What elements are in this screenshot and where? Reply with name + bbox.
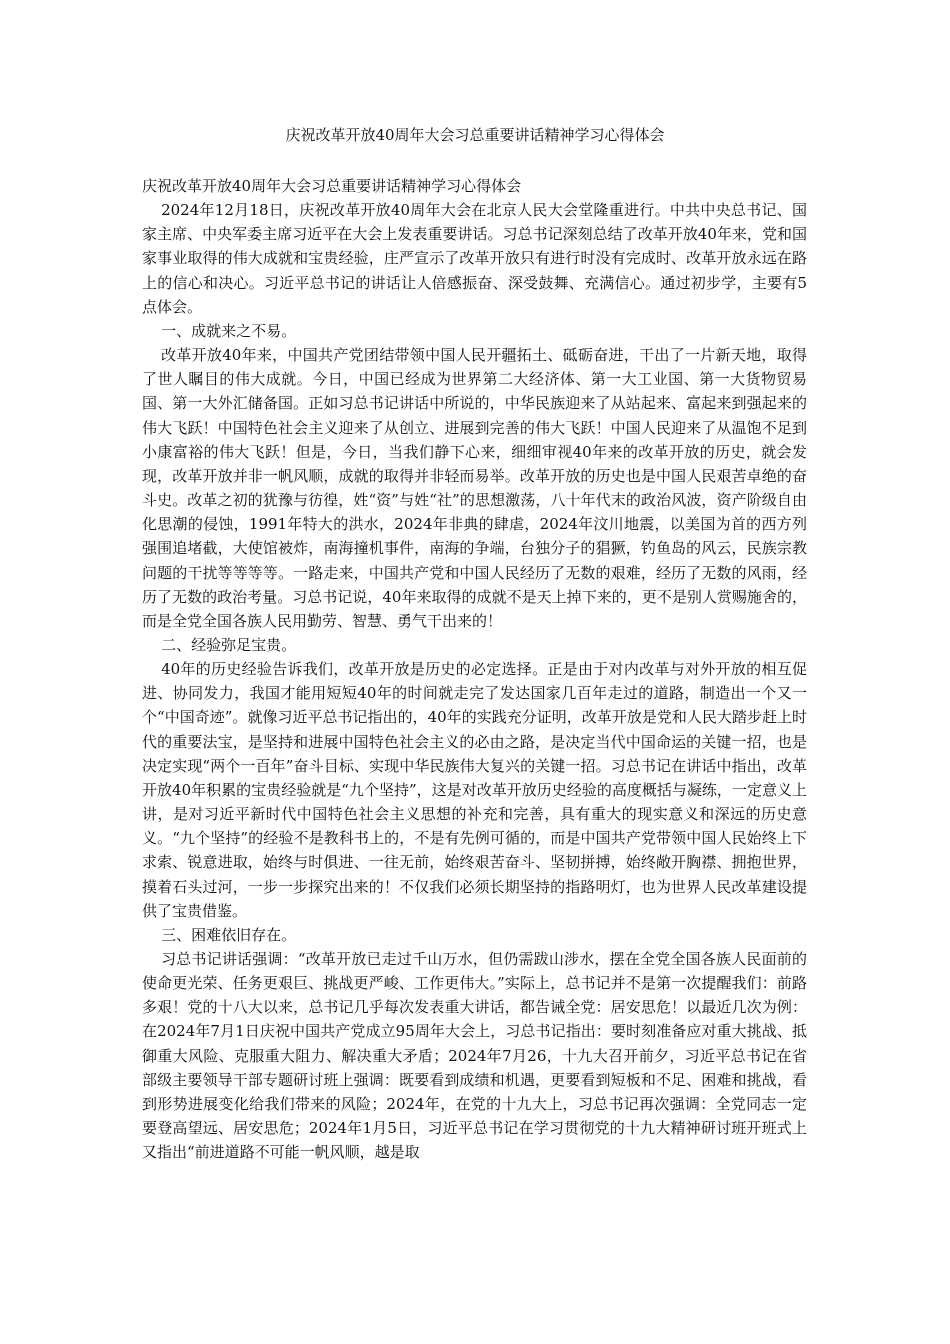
- section-heading-2: 二、经验弥足宝贵。: [161, 635, 297, 654]
- paragraph-experience: 40年的历史经验告诉我们，改革开放是历史的必定选择。正是由于对内改革与对外开放的相互促进、协同发力，我国才能用短短40年的时间就走完了发达国家几百年走过的道路，制造出一个又一个“中国奇迹”。就像习近平总书记指出的，40年的实践充分证明，改革开放是党和人民大踏步赶上时代的重要法宝，是坚持和进展中国特色社会主义的必由之路，是决定当代中国命运的关键一招，也是决定实现“两个一百年”奋斗目标、实现中华民族伟大复兴的关键一招。习总书记在讲话中指出，改革开放40年积累的宝贵经验就是“九个坚持”，这是对改革开放历史经验的高度概括与凝练，一定意义上讲，是对习近平新时代中国特色社会主义思想的补充和完善，具有重大的现实意义和深远的历史意义。“九个坚持”的经验不是教科书上的，不是有先例可循的，而是中国共产党带领中国人民始终上下求索、锐意进取，始终与时俱进、一往无前，始终艰苦奋斗、坚韧拼搏，始终敞开胸襟、拥抱世界，摸着石头过河，一步一步探究出来的！不仅我们必须长期坚持的指路明灯，也为世界人民改革建设提供了宝贵借鉴。: [142, 660, 807, 920]
- section-heading-3: 三、困难依旧存在。: [161, 925, 297, 944]
- document-title: 庆祝改革开放40周年大会习总重要讲话精神学习心得体会: [285, 126, 665, 144]
- body-heading: 庆祝改革开放40周年大会习总重要讲话精神学习心得体会: [142, 177, 522, 195]
- document-body: [142, 174, 807, 1164]
- paragraph-intro: 2024年12月18日，庆祝改革开放40周年大会在北京人民大会堂隆重进行。中共中央总书记、国家主席、中央军委主席习近平在大会上发表重要讲话。习总书记深刻总结了改革开放40年来，党和国家事业取得的伟大成就和宝贵经验，庄严宣示了改革开放只有进行时没有完成时、改革开放永远在路上的信心和决心。习近平总书记的讲话让人倍感振奋、深受鼓舞、充满信心。通过初步学，主要有5点体会。: [142, 201, 807, 316]
- paragraph-difficulties: 习总书记讲话强调：“改革开放已走过千山万水，但仍需跋山涉水，摆在全党全国各族人民面前的使命更光荣、任务更艰巨、挑战更严峻、工作更伟大。”实际上，总书记并不是第一次提醒我们：前路多艰！党的十八大以来，总书记几乎每次发表重大讲话，都告诫全党：居安思危！以最近几次为例：在2024年7月1日庆祝中国共产党成立95周年大会上，习总书记指出：要时刻准备应对重大挑战、抵御重大风险、克服重大阻力、解决重大矛盾；2024年7月26，十九大召开前夕，习近平总书记在省部级主要领导干部专题研讨班上强调：既要看到成绩和机遇，更要看到短板和不足、困难和挑战，看到形势进展变化给我们带来的风险；2024年，在党的十九大上，习总书记再次强调：全党同志一定要登高望远、居安思危；2024年1月5日，习近平总书记在学习贯彻党的十九大精神研讨班开班式上又指出“前进道路不可能一帆风顺，越是取: [142, 950, 807, 1162]
- section-heading-1: 一、成就来之不易。: [161, 321, 297, 340]
- paragraph-achievements: 改革开放40年来，中国共产党团结带领中国人民开疆拓土、砥砺奋进，干出了一片新天地，取得了世人瞩目的伟大成就。今日，中国已经成为世界第二大经济体、第一大工业国、第一大货物贸易国、第一大外汇储备国。正如习总书记讲话中所说的，中华民族迎来了从站起来、富起来到强起来的伟大飞跃！中国特色社会主义迎来了从创立、进展到完善的伟大飞跃！中国人民迎来了从温饱不足到小康富裕的伟大飞跃！但是，今日，当我们静下心来，细细审视40年来的改革开放的历史，就会发现，改革开放并非一帆风顺，成就的取得并非轻而易举。改革开放的历史也是中国人民艰苦卓绝的奋斗史。改革之初的犹豫与彷徨，姓“资”与姓“社”的思想激荡，八十年代末的政治风波，资产阶级自由化思潮的侵蚀，1991年特大的洪水，2024年非典的肆虐，2024年汶川地震，以美国为首的西方列强围追堵截，大使馆被炸，南海撞机事件，南海的争端，台独分子的猖獗，钓鱼岛的风云，民族宗教问题的干扰等等等等。一路走来，中国共产党和中国人民经历了无数的艰难，经历了无数的风雨，经历了无数的政治考量。习总书记说，40年来取得的成就不是天上掉下来的，更不是别人赏赐施舍的，而是全党全国各族人民用勤劳、智慧、勇气干出来的！: [142, 346, 807, 630]
